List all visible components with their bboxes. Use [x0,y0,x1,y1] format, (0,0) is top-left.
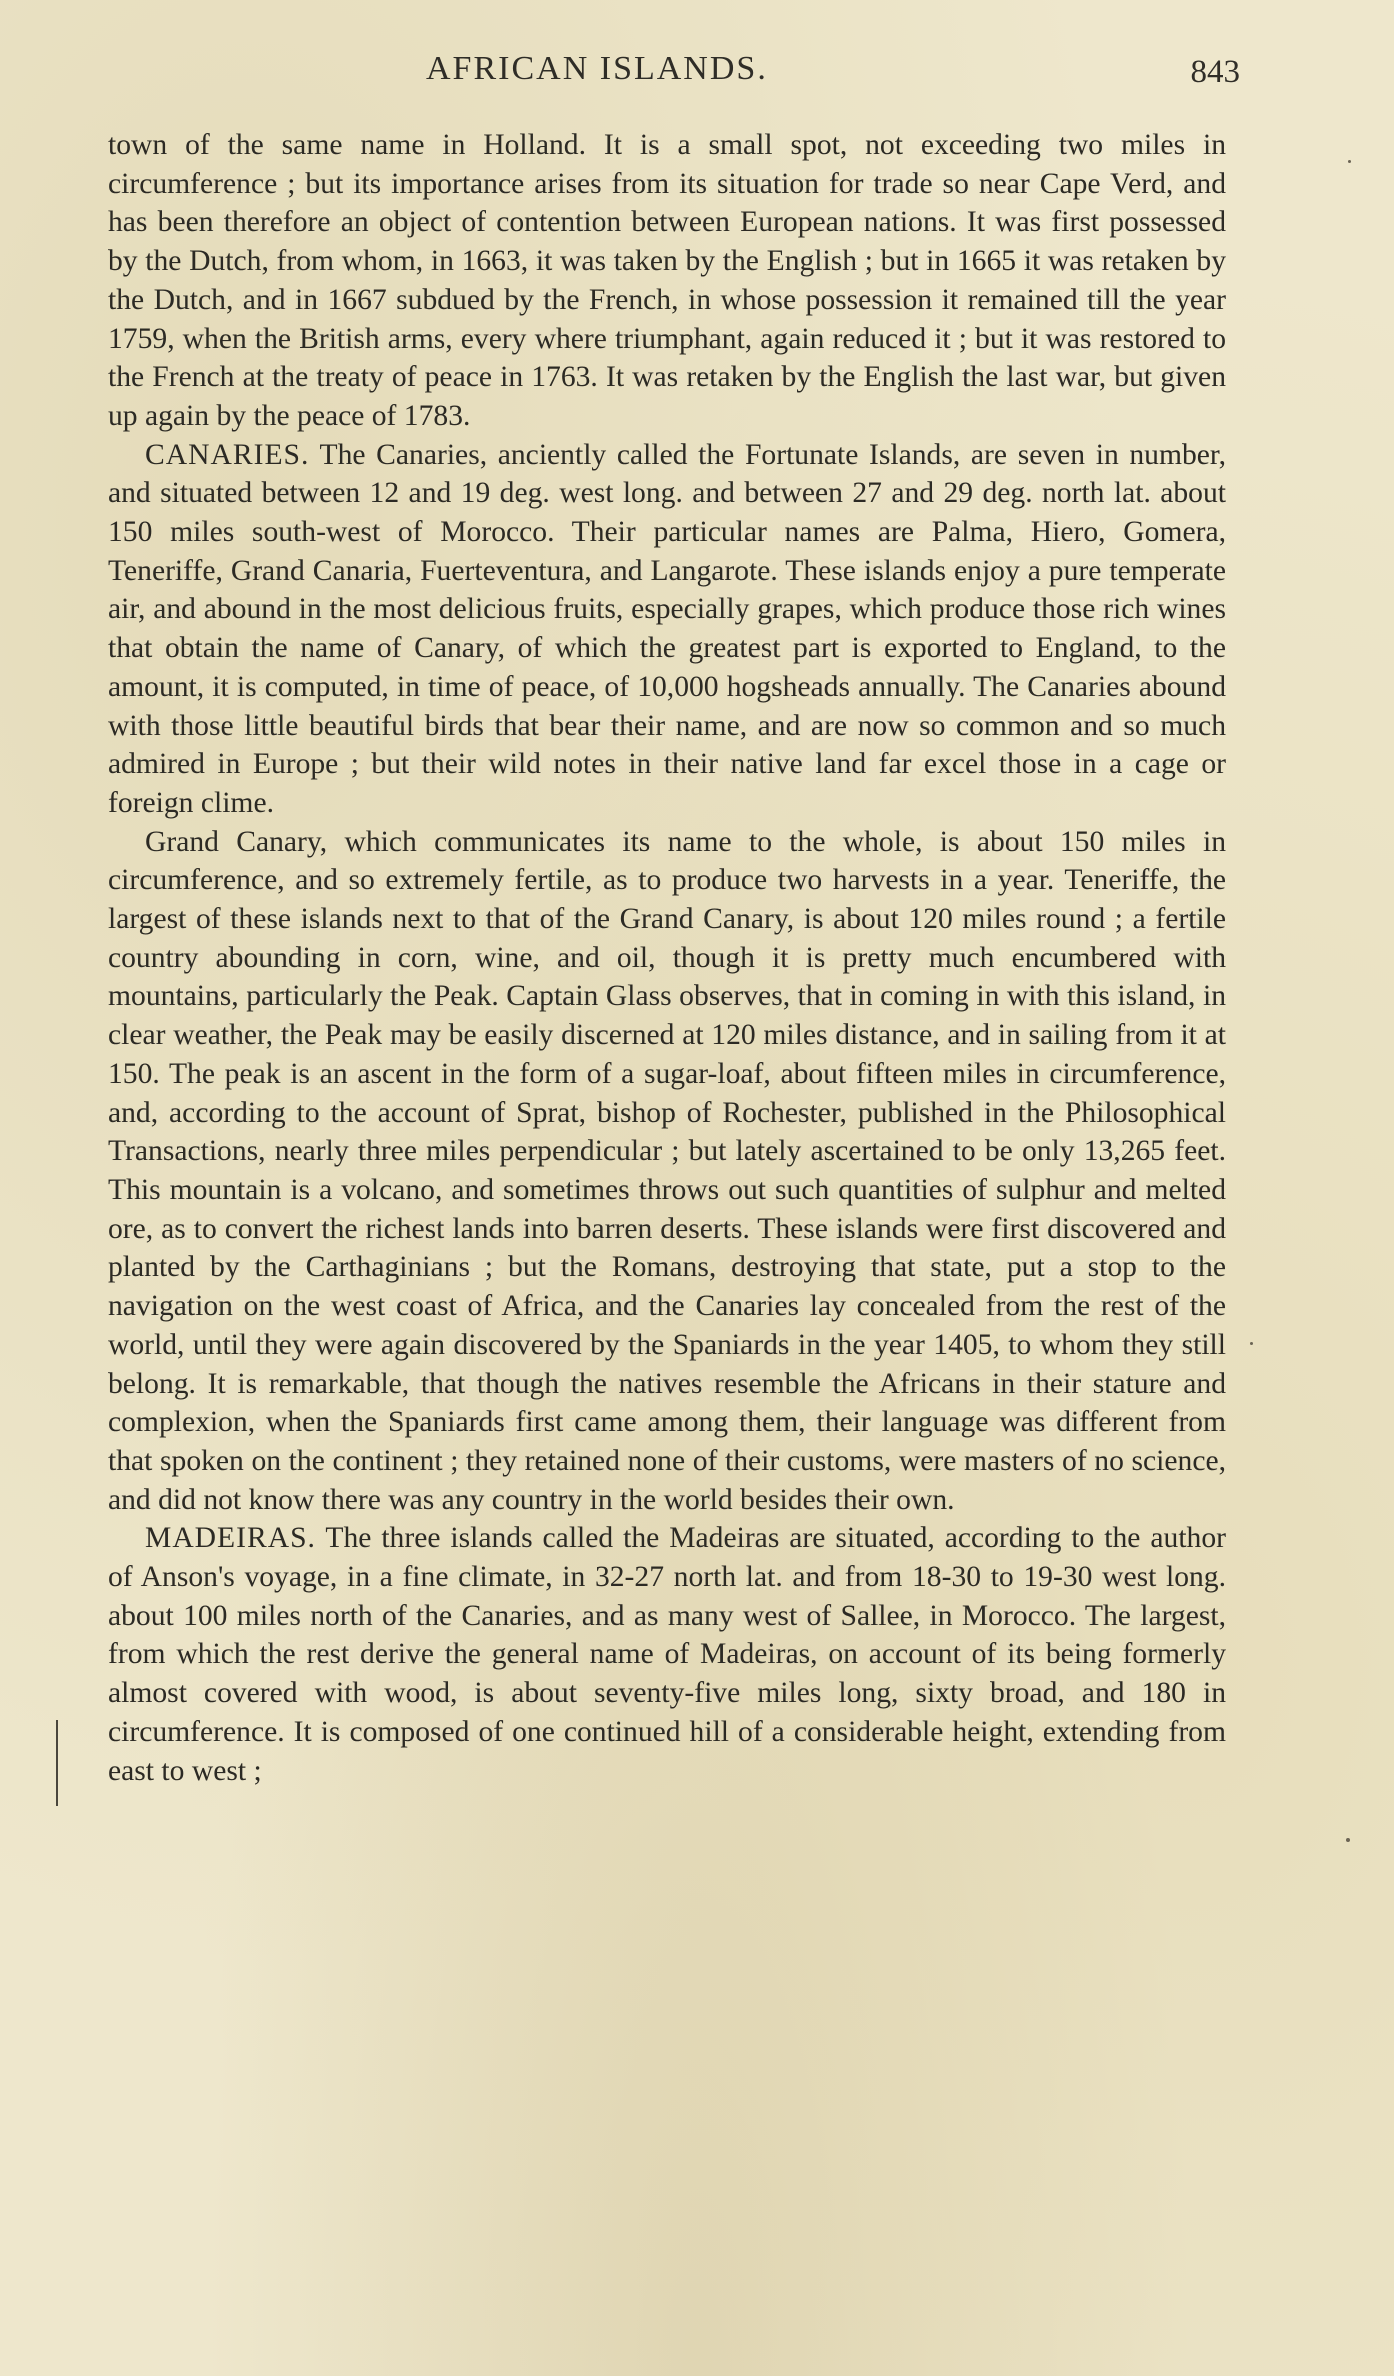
paragraph-text: Grand Canary, which communicates its name to the whole, is about 150 miles in circumference, and so extremely fertile, as to produce two harvests in a year. Teneriffe, the largest of these islands next to that of the Grand Canary, is about 120 miles round ; a fertile country abounding in corn, wine, and oil, though it is pretty much encumbered with mountains, particularly the Peak. Captain Glass observes, that in coming in with this island, in clear weather, the Peak may be easily discerned at 120 miles distance, and in sailing from it at 150. The peak is an ascent in the form of a sugar-loaf, about fifteen miles in circumference, and, according to the account of Sprat, bishop of Rochester, published in the Philosophical Transactions, nearly three miles perpendicular ; but lately ascertained to be only 13,265 feet. This mountain is a volcano, and sometimes throws out such quantities of sulphur and melted ore, as to convert the richest lands into barren deserts. These islands were first discovered and planted by the Carthaginians ; but the Romans, destroying that state, put a stop to the navigation on the west coast of Africa, and the Canaries lay concealed from the rest of the world, until they were again discovered by the Spaniards in the year 1405, to whom they still belong. It is remarkable, that though the natives resemble the Africans in their stature and complexion, when the Spaniards first came among them, their language was different from that spoken on the continent ; they retained none of their customs, were masters of no science, and did not know there was any country in the world besides their own. [108,825,1226,1516]
paragraph-text: The three islands called the Madeiras are situated, according to the author of Anson's voyage, in a fine climate, in 32-27 north lat. and from 18-30 to 19-30 west long. about 100 miles north of the Canaries, and as many west of Sallee, in Morocco. The largest, from which the rest derive the general name of Madeiras, on account of its being formerly almost covered with wood, is about seventy-five miles long, sixty broad, and 180 in circumference. It is composed of one continued hill of a considerable height, extending from east to west ; [108,1522,1226,1787]
page-number: 843 [1190,54,1240,90]
paragraph-gorée [108,126,1226,436]
page-header-title: AFRICAN ISLANDS. [426,50,768,87]
margin-mark-line [56,1720,58,1806]
paragraph-text: The Canaries, anciently called the Fortunate Islands, are seven in number, and situated between 12 and 19 deg. west long. and between 27 and 29 deg. north lat. about 150 miles south-west of Morocco. Their particular names are Palma, Hiero, Gomera, Teneriffe, Grand Canaria, Fuerteventura, and Langarote. These islands enjoy a pure temperate air, and abound in the most delicious fruits, especially grapes, which produce those rich wines that obtain the name of Canary, of which the greatest part is exported to England, to the amount, it is computed, in time of peace, of 10,000 hogsheads annually. The Canaries abound with those little beautiful birds that bear their name, and are now so common and so much admired in Europe ; but their wild notes in their native land far excel those in a cage or foreign clime. [108,438,1226,819]
section-heading-canaries: CANARIES. [145,438,310,471]
paragraph-canaries [108,436,1226,823]
paragraph-grand-canary [108,823,1226,1520]
book-page [108,50,1240,1790]
paper-speck [1346,1838,1350,1842]
body-text [108,126,1226,1790]
paper-speck [1348,160,1351,163]
paragraph-madeiras [108,1519,1226,1790]
section-heading-madeiras: MADEIRAS. [145,1522,316,1555]
paper-speck [1250,1342,1253,1345]
running-head [108,50,1240,112]
paragraph-text: town of the same name in Holland. It is a small spot, not exceeding two miles in circumference ; but its importance arises from its situation for trade so near Cape Verd, and has been therefore an object of contention between European nations. It was first possessed by the Dutch, from whom, in 1663, it was taken by the English ; but in 1665 it was retaken by the Dutch, and in 1667 subdued by the French, in whose possession it remained till the year 1759, when the British arms, every where triumphant, again reduced it ; but it was restored to the French at the treaty of peace in 1763. It was retaken by the English the last war, but given up again by the peace of 1783. [108,129,1226,432]
